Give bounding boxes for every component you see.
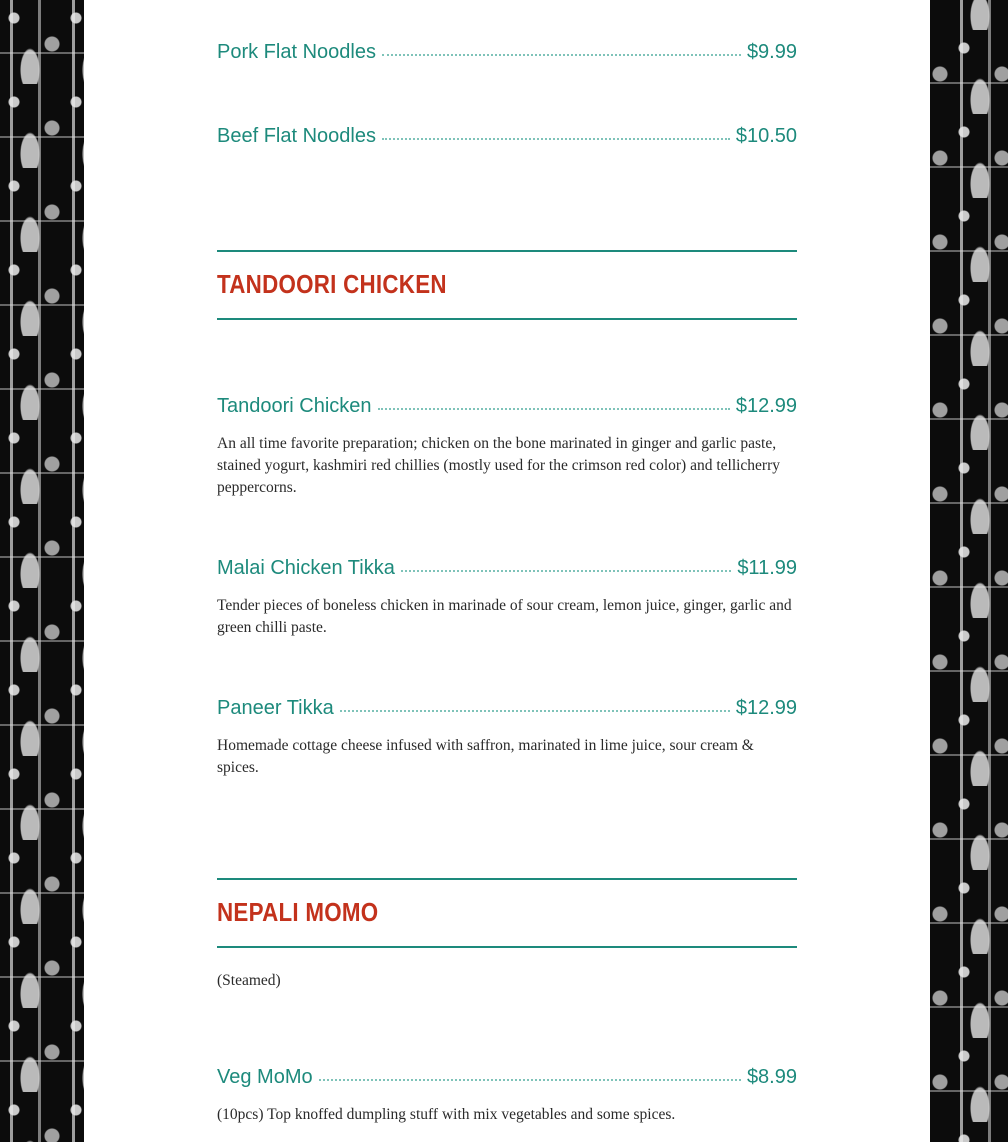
menu-item-pork-flat-noodles: [217, 40, 797, 64]
section-title-momo: NEPALI MOMO: [217, 897, 379, 927]
menu-item-price: $8.99: [746, 1066, 797, 1088]
menu-item-name: Beef Flat Noodles: [217, 125, 376, 147]
menu-item-description: Homemade cottage cheese infused with saffron, marinated in lime juice, sour cream & spices.: [217, 737, 754, 776]
menu-item-price: $11.99: [737, 557, 797, 579]
section-rule-top: [217, 878, 797, 880]
menu-item-malai-chicken-tikka: [217, 556, 797, 580]
menu-page: [84, 0, 930, 1142]
menu-item-description: An all time favorite preparation; chicken on the bone marinated in ginger and garlic paste, stained yogurt, kashmiri red chillies (mostly used for the crimson red color) and tellicherry peppercorns.: [217, 435, 781, 496]
menu-item-name: Malai Chicken Tikka: [217, 557, 395, 579]
menu-item-price: $9.99: [746, 41, 797, 63]
section-title-tandoori: TANDOORI CHICKEN: [217, 269, 447, 299]
menu-item-paneer-tikka: [217, 696, 797, 720]
menu-item-beef-flat-noodles: [217, 124, 797, 148]
dot-leader: [401, 570, 731, 572]
cocktail-pattern-right-border: [930, 0, 1008, 1142]
menu-item-price: $12.99: [735, 697, 797, 719]
menu-item-name: Pork Flat Noodles: [217, 41, 376, 63]
menu-item-description: Tender pieces of boneless chicken in marinade of sour cream, lemon juice, ginger, garlic and green chilli paste.: [217, 597, 792, 636]
menu-item-tandoori-chicken: [217, 394, 797, 418]
dot-leader: [340, 710, 730, 712]
section-rule-top: [217, 250, 797, 252]
dot-leader: [319, 1079, 741, 1081]
menu-item-name: Veg MoMo: [217, 1066, 313, 1088]
menu-item-price: $10.50: [735, 125, 797, 147]
menu-item-price: $12.99: [735, 395, 797, 417]
section-rule-bottom: [217, 946, 797, 948]
dot-leader: [378, 408, 730, 410]
menu-item-name: Paneer Tikka: [217, 697, 334, 719]
cocktail-pattern-left-border: [0, 0, 84, 1142]
menu-item-description: (10pcs) Top knoffed dumpling stuff with mix vegetables and some spices.: [217, 1106, 676, 1123]
menu-item-veg-momo: [217, 1065, 797, 1089]
dot-leader: [382, 138, 730, 140]
menu-item-name: Tandoori Chicken: [217, 395, 372, 417]
dot-leader: [382, 54, 741, 56]
section-subtitle: (Steamed): [217, 972, 281, 989]
section-rule-bottom: [217, 318, 797, 320]
